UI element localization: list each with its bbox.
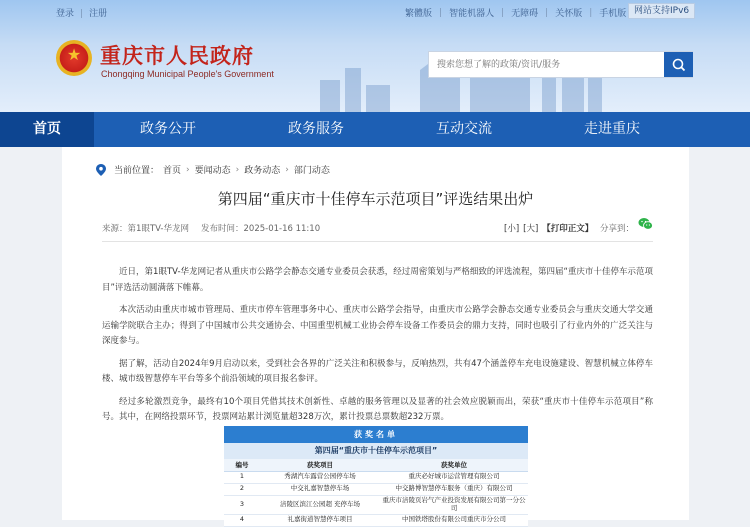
table-row xyxy=(224,471,528,483)
font-small-button[interactable]: [小] xyxy=(504,224,520,234)
table-cell: 4 xyxy=(224,514,260,526)
national-emblem-icon xyxy=(56,40,92,76)
column-header: 获奖项目 xyxy=(260,459,380,471)
share-label: 分享到： xyxy=(600,224,635,234)
site-title[interactable]: 重庆市人民政府 xyxy=(100,43,254,68)
award-table-subheader: 第四届“重庆市十佳停车示范项目” xyxy=(224,443,528,459)
login-link[interactable]: 登录 xyxy=(56,9,75,19)
breadcrumb-label: 当前位置： xyxy=(114,166,160,176)
article-paragraph: 经过多轮激烈竞争，最终有10个项目凭借其技术创新性、卓越的服务管理以及显著的社会效应脱颖而出，荣获“重庆市十佳停车示范项目”称号。其中，在网络投票环节，投票网站累计浏览量超328万次，累计投票总票数超232万票。 xyxy=(102,396,653,422)
site-subtitle: Chongqing Municipal People's Government xyxy=(101,69,274,79)
location-pin-icon xyxy=(96,164,106,176)
article-tools xyxy=(504,222,597,234)
table-row xyxy=(224,483,528,495)
table-cell: 2 xyxy=(224,483,260,495)
elder-care-link[interactable]: 关怀版 xyxy=(555,9,583,19)
table-cell: 秀湖汽车露营公园停车场 xyxy=(260,471,380,483)
article-body xyxy=(102,265,653,433)
article-paragraph: 据了解，活动自2024年9月启动以来，受到社会各界的广泛关注和积极参与，反响热烈，共有47个涵盖停车充电设施建设、智慧机械立体停车楼、城市级智慧停车平台等多个前沿领域的项目报名参评。 xyxy=(102,358,653,384)
table-cell: 中交礼嘉智慧停车场 xyxy=(260,483,380,495)
print-button[interactable]: 【打印正文】 xyxy=(542,224,594,234)
chevron-right-icon: › xyxy=(186,164,190,175)
column-header: 获奖单位 xyxy=(380,459,528,471)
table-cell: 礼嘉街道智慧停车项目 xyxy=(260,514,380,526)
wechat-share-icon[interactable] xyxy=(638,217,653,231)
nav-gov-affairs[interactable]: 政务公开 xyxy=(140,121,196,137)
font-large-button[interactable]: [大] xyxy=(523,224,539,234)
breadcrumb-gov-news[interactable]: 政务动态 xyxy=(244,166,281,176)
breadcrumb-home[interactable]: 首页 xyxy=(163,166,182,176)
article-paragraph: 本次活动由重庆市城市管理局、重庆市停车管理事务中心、重庆市公路学会指导，由重庆市公路学会静态交通专业委员会与重庆交通大学交通运输学院联合主办；得到了中国城市公共交通协会、中国重型机械工业协会停车设备工作委员会的鼎力支持，同时也吸引了行业内外的广泛关注与深度参与。 xyxy=(102,305,653,346)
award-table-image xyxy=(224,426,528,527)
mobile-link[interactable]: 手机版 xyxy=(599,9,627,19)
article-source: 来源：第1眼TV-华龙网 xyxy=(102,224,189,234)
nav-interaction[interactable]: 互动交流 xyxy=(436,121,492,137)
article-paragraph: 近日，第1眼TV-华龙网记者从重庆市公路学会静态交通专业委员会获悉，经过周密策划与严格细致的评选流程，第四届“重庆市十佳停车示范项目”评选活动圆满落下帷幕。 xyxy=(102,267,653,293)
account-links: 登录 | 注册 xyxy=(56,9,108,19)
column-header: 编号 xyxy=(224,459,260,471)
robot-link[interactable]: 智能机器人 xyxy=(449,9,495,19)
table-cell: 重庆市涪陵页岩气产业投资发展有限公司第一分公司 xyxy=(380,495,528,514)
chevron-right-icon: › xyxy=(235,164,240,175)
top-utility-bar xyxy=(0,0,750,22)
breadcrumb-department-news[interactable]: 部门动态 xyxy=(293,166,330,176)
accessibility-link[interactable]: 无障碍 xyxy=(511,9,539,19)
ipv6-badge: 网站支持IPv6 xyxy=(628,3,695,19)
search-icon xyxy=(672,58,686,72)
main-nav xyxy=(0,112,750,147)
divider xyxy=(102,241,653,242)
chevron-right-icon: › xyxy=(285,164,289,175)
article-meta xyxy=(102,222,320,234)
nav-home[interactable]: 首页 xyxy=(0,112,94,147)
utility-links: 繁體版 | 智能机器人 | 无障碍 | 关怀版 | 手机版 xyxy=(405,7,627,19)
header-banner xyxy=(0,0,750,112)
award-table-header: 获奖名单 xyxy=(224,426,528,443)
register-link[interactable]: 注册 xyxy=(89,9,108,19)
table-cell: 中交路博智慧停车服务（重庆）有限公司 xyxy=(380,483,528,495)
breadcrumb-news[interactable]: 要闻动态 xyxy=(194,166,231,176)
traditional-chinese-link[interactable]: 繁體版 xyxy=(405,9,433,19)
nav-gov-services[interactable]: 政务服务 xyxy=(288,121,344,137)
nav-about-chongqing[interactable]: 走进重庆 xyxy=(584,121,640,137)
table-cell: 重庆必好城市运营管理有限公司 xyxy=(380,471,528,483)
search-button[interactable] xyxy=(664,52,693,77)
article-title: 第四届“重庆市十佳停车示范项目”评选结果出炉 xyxy=(217,190,534,208)
table-cell: 涪陵区滨江公园超 充停车场 xyxy=(260,495,380,514)
table-cell: 3 xyxy=(224,495,260,514)
award-table xyxy=(224,459,528,527)
breadcrumb xyxy=(96,163,330,176)
table-cell: 1 xyxy=(224,471,260,483)
search-input[interactable] xyxy=(429,52,664,77)
article-date: 发布时间：2025-01-16 11:10 xyxy=(201,224,321,234)
table-cell: 中国铁塔股份有限公司重庆市分公司 xyxy=(380,514,528,526)
search-box xyxy=(428,51,693,78)
table-row xyxy=(224,495,528,514)
table-row xyxy=(224,514,528,526)
